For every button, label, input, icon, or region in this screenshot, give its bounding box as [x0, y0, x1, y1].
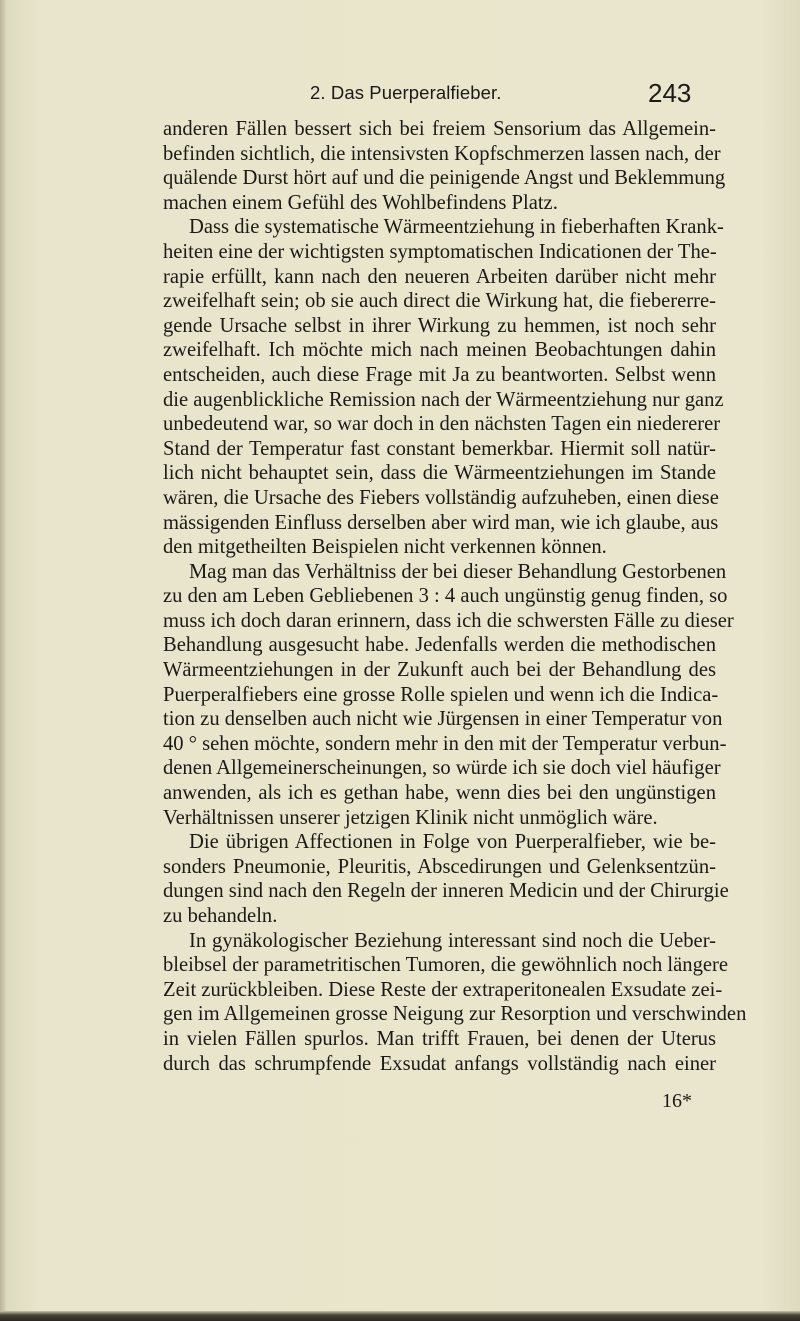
- page-bottom-edge: [0, 1311, 800, 1321]
- page-binding-edge: [0, 0, 6, 1321]
- page-number: 243: [648, 78, 692, 108]
- text-line: Zeit zurückbleiben. Diese Reste der extraperitonealen Exsudate zei-: [163, 978, 723, 1001]
- page-header: [0, 76, 800, 106]
- text-line: durch das schrumpfende Exsudat anfangs vollständig nach einer: [163, 1052, 716, 1075]
- text-line: 40 ° sehen möchte, sondern mehr in den mit der Temperatur verbun-: [163, 732, 727, 755]
- text-line: wären, die Ursache des Fiebers vollständig aufzuheben, einen diese: [163, 486, 719, 509]
- text-line: heiten eine der wichtigsten symptomatischen Indicationen der The-: [163, 240, 717, 263]
- text-line: Verhältnissen unserer jetzigen Klinik nicht unmöglich wäre.: [163, 806, 658, 829]
- text-line: anderen Fällen bessert sich bei freiem Sensorium das Allgemein-: [163, 118, 716, 140]
- body-text: [163, 117, 747, 1076]
- text-line: zweifelhaft sein; ob sie auch direct die Wirkung hat, die fiebererre-: [163, 290, 716, 313]
- text-line: Behandlung ausgesucht habe. Jedenfalls werden die methodischen: [163, 634, 716, 657]
- text-line: quälende Durst hört auf und die peinigende Angst und Beklemmung: [163, 167, 726, 190]
- text-line: Die übrigen Affectionen in Folge von Puerperalfieber, wie be-: [189, 831, 716, 854]
- signature-mark: 16*: [662, 1090, 692, 1112]
- text-line: rapie erfüllt, kann nach den neueren Arbeiten darüber nicht mehr: [163, 265, 716, 288]
- text-line: unbedeutend war, so war doch in den nächsten Tagen ein niedererer: [163, 413, 721, 436]
- text-line: machen einem Gefühl des Wohlbefindens Platz.: [163, 191, 558, 214]
- text-line: In gynäkologischer Beziehung interessant sind noch die Ueber-: [189, 929, 716, 952]
- text-line: entscheiden, auch diese Frage mit Ja zu beantworten. Selbst wenn: [163, 363, 716, 386]
- text-line: sonders Pneumonie, Pleuritis, Abscedirungen und Gelenksentzün-: [163, 855, 716, 878]
- text-line: zu behandeln.: [163, 905, 278, 927]
- text-line: zweifelhaft. Ich möchte mich nach meinen Beobachtungen dahin: [163, 339, 716, 362]
- text-line: in vielen Fällen spurlos. Man trifft Frauen, bei denen der Uterus: [163, 1027, 716, 1050]
- text-line: die augenblickliche Remission nach der Wärmeentziehung nur ganz: [163, 388, 724, 411]
- text-line: muss ich doch daran erinnern, dass ich die schwersten Fälle zu dieser: [163, 609, 734, 632]
- text-line: tion zu denselben auch nicht wie Jürgensen in einer Temperatur von: [163, 708, 723, 731]
- text-line: denen Allgemeinerscheinungen, so würde ich sie doch viel häufiger: [163, 757, 721, 780]
- text-line: gende Ursache selbst in ihrer Wirkung zu hemmen, ist noch sehr: [163, 314, 716, 337]
- running-head: 2. Das Puerperalfieber.: [310, 82, 502, 103]
- text-line: anwenden, als ich es gethan habe, wenn dies bei den ungünstigen: [163, 782, 716, 805]
- text-line: Mag man das Verhältniss der bei dieser Behandlung Gestorbenen: [189, 560, 727, 583]
- text-line: befinden sichtlich, die intensivsten Kopfschmerzen lassen nach, der: [163, 142, 721, 165]
- text-line: dungen sind nach den Regeln der inneren Medicin und der Chirurgie: [163, 880, 729, 903]
- text-line: zu den am Leben Gebliebenen 3 : 4 auch ungünstig genug finden, so: [163, 585, 728, 608]
- text-line: Dass die systematische Wärmeentziehung in fieberhaften Krank-: [189, 216, 724, 239]
- text-line: lich nicht behauptet sein, dass die Wärmeentziehungen im Stande: [163, 462, 716, 485]
- text-line: Wärmeentziehungen in der Zukunft auch bei der Behandlung des: [163, 659, 716, 682]
- text-line: bleibsel der parametritischen Tumoren, die gewöhnlich noch längere: [163, 954, 729, 977]
- text-line: Stand der Temperatur fast constant bemerkbar. Hiermit soll natür-: [163, 437, 716, 460]
- text-line: Puerperalfiebers eine grosse Rolle spielen und wenn ich die Indica-: [163, 683, 719, 706]
- text-line: mässigenden Einfluss derselben aber wird man, wie ich glaube, aus: [163, 511, 719, 534]
- text-line: gen im Allgemeinen grosse Neigung zur Resorption und verschwinden: [163, 1003, 747, 1026]
- text-line: den mitgetheilten Beispielen nicht verkennen können.: [163, 536, 607, 559]
